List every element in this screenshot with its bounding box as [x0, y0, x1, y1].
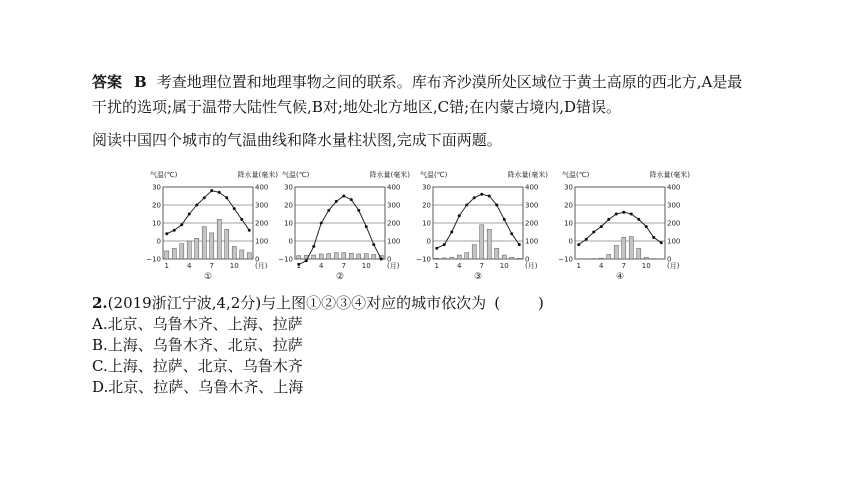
temp-tick-label: 20 [422, 201, 431, 210]
month-tick-label: 7 [621, 262, 626, 270]
precip-bar [312, 255, 316, 259]
temp-tick-label: 30 [284, 183, 293, 192]
month-tick-label: 7 [479, 262, 484, 270]
month-tick-label: 10 [361, 262, 371, 270]
temperature-point [488, 195, 491, 198]
month-tick-label: 10 [229, 262, 239, 270]
precip-bar [637, 248, 641, 259]
temp-tick-label: 0 [156, 237, 161, 246]
temp-tick-label: 30 [564, 183, 573, 192]
precip-bar [349, 253, 353, 259]
chart-caption: ③ [473, 272, 483, 282]
temperature-point [335, 200, 338, 203]
temperature-point [510, 232, 513, 235]
precip-bar [217, 219, 221, 259]
temp-tick-label: 10 [564, 219, 573, 228]
precip-bar [165, 251, 169, 259]
temperature-point [233, 207, 236, 210]
precip-bar [435, 258, 439, 259]
temperature-point [195, 204, 198, 207]
temperature-point [495, 204, 498, 207]
precip-bar [495, 248, 499, 259]
climate-chart-3 [416, 170, 550, 295]
precip-bar [465, 253, 469, 259]
precip-bar [450, 257, 454, 259]
temp-tick-label: −10 [146, 255, 161, 264]
temp-tick-label: 10 [422, 219, 431, 228]
precip-bar [297, 256, 301, 259]
temperature-point [365, 225, 368, 228]
option-c: C.上海、拉萨、北京、乌鲁木齐 [92, 357, 303, 375]
temperature-point [203, 196, 206, 199]
precip-bar [502, 255, 506, 259]
precip-tick-label: 400 [667, 183, 681, 192]
temp-tick-label: 10 [284, 219, 293, 228]
precip-bar [510, 257, 514, 259]
temperature-point [188, 213, 191, 216]
precip-tick-label: 100 [387, 237, 401, 246]
temperature-point [350, 198, 353, 201]
month-tick-label: 1 [164, 262, 169, 270]
question-line [92, 293, 544, 313]
temperature-point [645, 225, 648, 228]
option-d: D.北京、拉萨、乌鲁木齐、上海 [92, 378, 304, 396]
month-tick-label: 4 [187, 262, 192, 270]
option-a: A.北京、乌鲁木齐、上海、拉萨 [92, 315, 303, 333]
temperature-point [450, 231, 453, 234]
temperature-point [357, 209, 360, 212]
precip-axis-label: 降水量(毫米) [369, 171, 410, 179]
answer-line-1 [92, 72, 742, 92]
month-unit-label: (月) [387, 262, 400, 270]
precip-tick-label: 400 [387, 183, 401, 192]
chart-caption: ① [203, 272, 213, 282]
answer-line-2 [92, 97, 621, 117]
precip-bar [327, 254, 331, 259]
temperature-point [637, 218, 640, 221]
temp-tick-label: 20 [564, 201, 573, 210]
precip-bar [202, 227, 206, 259]
temperature-point [312, 245, 315, 248]
climate-chart-2 [278, 170, 412, 295]
temperature-point [173, 229, 176, 232]
temperature-point [622, 211, 625, 214]
precip-bar [487, 229, 491, 259]
temperature-point [660, 241, 663, 244]
climate-chart-1 [146, 170, 280, 295]
precip-bar [240, 250, 244, 259]
precip-bar [357, 254, 361, 259]
temp-tick-label: 10 [152, 219, 161, 228]
month-tick-label: 10 [499, 262, 509, 270]
answer-label: 答案 [92, 73, 123, 91]
precip-bar [644, 257, 648, 259]
temp-tick-label: 0 [568, 237, 573, 246]
precip-bar [607, 255, 611, 260]
temperature-line [167, 191, 250, 234]
precip-bar [480, 225, 484, 259]
precip-bar [195, 238, 199, 259]
temperature-point [630, 213, 633, 216]
precip-tick-label: 0 [255, 255, 260, 264]
precip-bar [614, 246, 618, 260]
paren-open: ( [494, 294, 501, 312]
temp-axis-label: 气温(℃) [282, 171, 310, 179]
temperature-point [372, 243, 375, 246]
temperature-point [218, 191, 221, 194]
month-tick-label: 4 [319, 262, 324, 270]
precip-bar [210, 233, 214, 259]
temperature-point [592, 231, 595, 234]
precip-bar [599, 258, 603, 259]
temperature-point [180, 223, 183, 226]
precip-tick-label: 100 [255, 237, 269, 246]
climate-chart-4 [558, 170, 692, 295]
temperature-point [473, 196, 476, 199]
answer-letter: B [134, 73, 147, 91]
month-tick-label: 1 [296, 262, 301, 270]
precip-bar [225, 229, 229, 259]
precip-tick-label: 200 [667, 219, 681, 228]
instruction-text: 阅读中国四个城市的气温曲线和降水量柱状图,完成下面两题。 [92, 131, 502, 149]
temp-axis-label: 气温(℃) [562, 171, 590, 179]
answer-explanation-2: 干扰的选项;属于温带大陆性气候,B对;地处北方地区,C错;在内蒙古境内,D错误。 [92, 98, 621, 116]
temperature-point [458, 214, 461, 217]
temperature-line [299, 196, 382, 264]
month-tick-label: 1 [434, 262, 439, 270]
temp-tick-label: 20 [152, 201, 161, 210]
precip-bar [622, 237, 626, 259]
temperature-point [607, 218, 610, 221]
precip-bar [342, 253, 346, 259]
month-unit-label: (月) [667, 262, 680, 270]
precip-bar [319, 254, 323, 259]
chart-caption: ④ [615, 272, 625, 282]
temperature-line [579, 212, 662, 244]
temperature-point [503, 218, 506, 221]
month-unit-label: (月) [255, 262, 268, 270]
temperature-point [240, 218, 243, 221]
precip-tick-label: 200 [387, 219, 401, 228]
precip-bar [457, 255, 461, 259]
temperature-point [518, 243, 521, 246]
temp-tick-label: −10 [416, 255, 431, 264]
precip-bar [442, 258, 446, 259]
month-tick-label: 7 [341, 262, 346, 270]
temperature-point [380, 258, 383, 261]
temperature-point [320, 222, 323, 225]
answer-blank [494, 294, 544, 312]
precip-bar [517, 258, 521, 259]
temperature-point [225, 196, 228, 199]
month-unit-label: (月) [525, 262, 538, 270]
precip-tick-label: 200 [255, 219, 269, 228]
precip-tick-label: 300 [387, 201, 401, 210]
precip-axis-label: 降水量(毫米) [237, 171, 278, 179]
precip-tick-label: 0 [667, 255, 672, 264]
temperature-point [248, 229, 251, 232]
precip-tick-label: 0 [525, 255, 530, 264]
precip-tick-label: 100 [667, 237, 681, 246]
precip-bar [247, 253, 251, 259]
precip-axis-label: 降水量(毫米) [507, 171, 548, 179]
precip-axis-label: 降水量(毫米) [649, 171, 690, 179]
temperature-point [342, 195, 345, 198]
temp-tick-label: −10 [558, 255, 573, 264]
temperature-point [480, 193, 483, 196]
temperature-point [210, 189, 213, 192]
temp-tick-label: 0 [288, 237, 293, 246]
precip-tick-label: 100 [525, 237, 539, 246]
precip-bar [187, 241, 191, 259]
precip-bar [232, 246, 236, 259]
month-tick-label: 4 [599, 262, 604, 270]
precip-tick-label: 400 [255, 183, 269, 192]
precip-bar [372, 255, 376, 260]
temperature-point [327, 209, 330, 212]
temp-tick-label: 30 [152, 183, 161, 192]
temp-tick-label: 30 [422, 183, 431, 192]
precip-bar [472, 245, 476, 259]
month-tick-label: 4 [457, 262, 462, 270]
temperature-point [577, 243, 580, 246]
temperature-point [465, 204, 468, 207]
precip-tick-label: 300 [255, 201, 269, 210]
question-number: 2. [92, 294, 108, 312]
temperature-point [585, 238, 588, 241]
temp-axis-label: 气温(℃) [420, 171, 448, 179]
paren-close: ) [538, 294, 544, 312]
precip-tick-label: 0 [387, 255, 392, 264]
precip-bar [364, 254, 368, 259]
precip-bar [629, 237, 633, 260]
precip-bar [172, 248, 176, 259]
precip-tick-label: 200 [525, 219, 539, 228]
temperature-point [305, 259, 308, 262]
question-text: (2019浙江宁波,4,2分)与上图①②③④对应的城市依次为 [107, 294, 487, 312]
precip-bar [334, 253, 338, 259]
temperature-point [652, 236, 655, 239]
temperature-point [615, 213, 618, 216]
temperature-point [600, 225, 603, 228]
temperature-point [443, 243, 446, 246]
precip-tick-label: 300 [667, 201, 681, 210]
temp-tick-label: −10 [278, 255, 293, 264]
precip-tick-label: 400 [525, 183, 539, 192]
month-tick-label: 7 [209, 262, 214, 270]
option-b: B.上海、乌鲁木齐、北京、拉萨 [92, 336, 303, 354]
chart-caption: ② [335, 272, 345, 282]
answer-explanation-1: 考查地理位置和地理事物之间的联系。库布齐沙漠所处区域位于黄土高原的西北方,A是最 [156, 73, 743, 91]
temperature-point [165, 232, 168, 235]
temp-tick-label: 0 [426, 237, 431, 246]
precip-bar [180, 244, 184, 259]
precip-tick-label: 300 [525, 201, 539, 210]
temp-tick-label: 20 [284, 201, 293, 210]
temperature-point [435, 247, 438, 250]
temperature-line [437, 194, 520, 248]
month-tick-label: 1 [576, 262, 581, 270]
month-tick-label: 10 [641, 262, 651, 270]
temp-axis-label: 气温(℃) [150, 171, 178, 179]
